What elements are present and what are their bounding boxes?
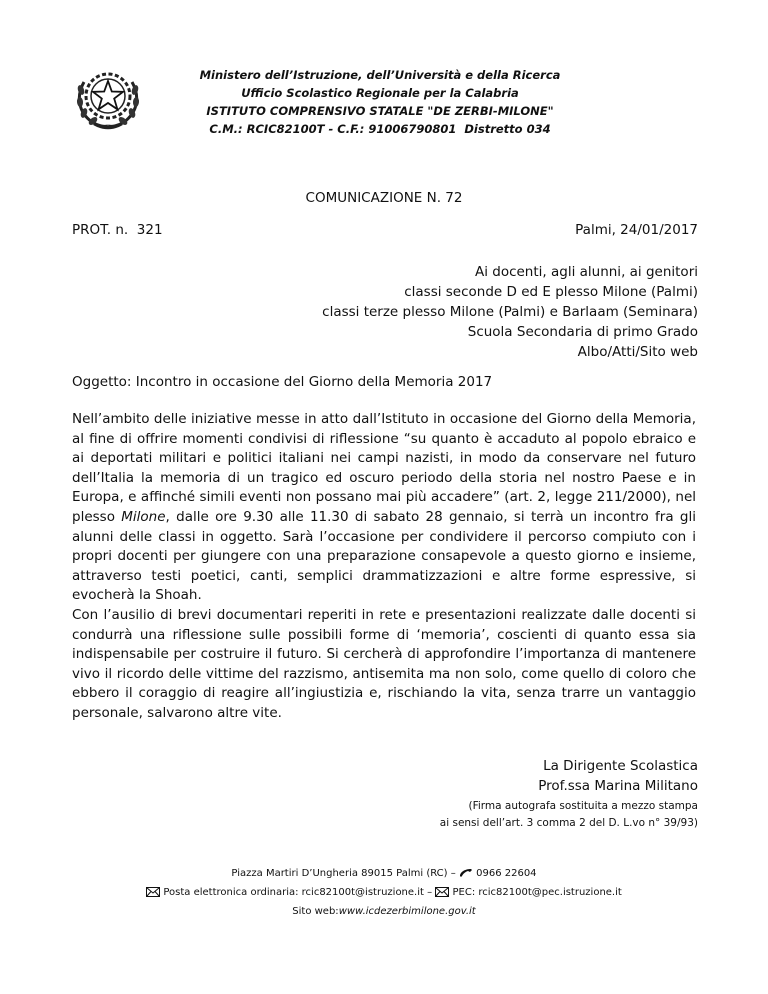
signatory-name: Prof.ssa Marina Militano xyxy=(538,778,698,794)
website-link[interactable]: www.icdezerbimilone.gov.it xyxy=(338,906,476,917)
footer-email-line xyxy=(0,883,768,902)
envelope-icon xyxy=(435,887,449,897)
recipient-line: Albo/Atti/Sito web xyxy=(577,344,698,360)
letter-body xyxy=(72,410,696,724)
signature-note: (Firma autografa sostituita a mezzo stampa ai sensi dell’art. 3 comma 2 del D. L.vo n° 39/93) xyxy=(439,800,698,829)
recipients-block xyxy=(322,262,698,362)
recipient-line: Ai docenti, agli alunni, ai genitori xyxy=(474,264,698,280)
italic-place-name: Milone xyxy=(121,508,166,525)
body-paragraph: Nell’ambito delle iniziative messe in atto dall’Istituto in occasione del Giorno della Memoria, al fine di offrire momenti condivisi di riflessione “su quanto è accaduto al popolo ebraico e ai deportati militari e politici italiani nei campi nazisti, in modo da conservare nel futuro dell’Italia la memoria di un tragico ed oscuro periodo della storia nel nostro Paese e in Europa, e affinché simili eventi non possano mai più accadere” (art. 2, legge 211/2000), nel plesso Milone, dalle ore 9.30 alle 11.30 di sabato 28 gennaio, si terrà un incontro fra gli alunni delle classi in oggetto. Sarà l’occasione per condividere il percorso compiuto con i propri docenti per giungere con una preparazione consapevole a questo giorno e insieme, attraverso testi poetici, canti, semplici drammatizzazioni e altre forme espressive, si evocherà la Shoah. xyxy=(72,411,696,604)
recipient-line: Scuola Secondaria di primo Grado xyxy=(467,324,698,340)
footer-address-line: Piazza Martiri D’Ungheria 89015 Palmi (RC) – 0966 22604 xyxy=(231,868,537,879)
signatory-role: La Dirigente Scolastica xyxy=(543,758,698,774)
recipient-line: classi seconde D ed E plesso Milone (Palmi) xyxy=(404,284,698,300)
ministry-line: Ministero dell’Istruzione, dell’Università e della Ricerca xyxy=(199,68,561,82)
regional-office-line: Ufficio Scolastico Regionale per la Calabria xyxy=(241,86,519,100)
pec-address[interactable]: PEC: rcic82100t@pec.istruzione.it xyxy=(452,887,622,898)
protocol-number: PROT. n. 321 xyxy=(72,222,163,238)
footer xyxy=(0,864,768,921)
email-address[interactable]: Posta elettronica ordinaria: rcic82100t@istruzione.it – xyxy=(163,887,436,898)
place-date: Palmi, 24/01/2017 xyxy=(575,222,698,238)
body-paragraph: Con l’ausilio di brevi documentari reperiti in rete e presentazioni realizzate dalle docenti si condurrà una riflessione sulle possibili forme di ‘memoria’, coscienti di quanto essa sia indispensabile per costruire il futuro. Si cercherà di approfondire l’importanza di mantenere vivo il ricordo delle vittime del razzismo, antisemita ma non solo, come quello di coloro che ebbero il coraggio di reagire all’ingiustizia e, rischiando la vita, senza trarre un vantaggio personale, salvarono altre vite. xyxy=(72,606,696,721)
phone-number: 0966 22604 xyxy=(476,868,537,879)
communication-title: COMUNICAZIONE N. 72 xyxy=(305,190,463,206)
letterhead xyxy=(160,66,600,138)
envelope-icon xyxy=(146,887,160,897)
footer-website-line: Sito web:www.icdezerbimilone.gov.it xyxy=(292,906,476,917)
recipient-line: classi terze plesso Milone (Palmi) e Barlaam (Seminara) xyxy=(322,304,698,320)
subject-line: Oggetto: Incontro in occasione del Giorno della Memoria 2017 xyxy=(72,374,493,390)
signature-block xyxy=(538,756,698,796)
italian-republic-emblem-icon xyxy=(72,62,144,132)
institute-name: ISTITUTO COMPRENSIVO STATALE "DE ZERBI-MILONE" xyxy=(206,104,554,118)
institute-codes: C.M.: RCIC82100T - C.F.: 91006790801 Distretto 034 xyxy=(209,122,551,136)
phone-icon xyxy=(459,868,473,878)
